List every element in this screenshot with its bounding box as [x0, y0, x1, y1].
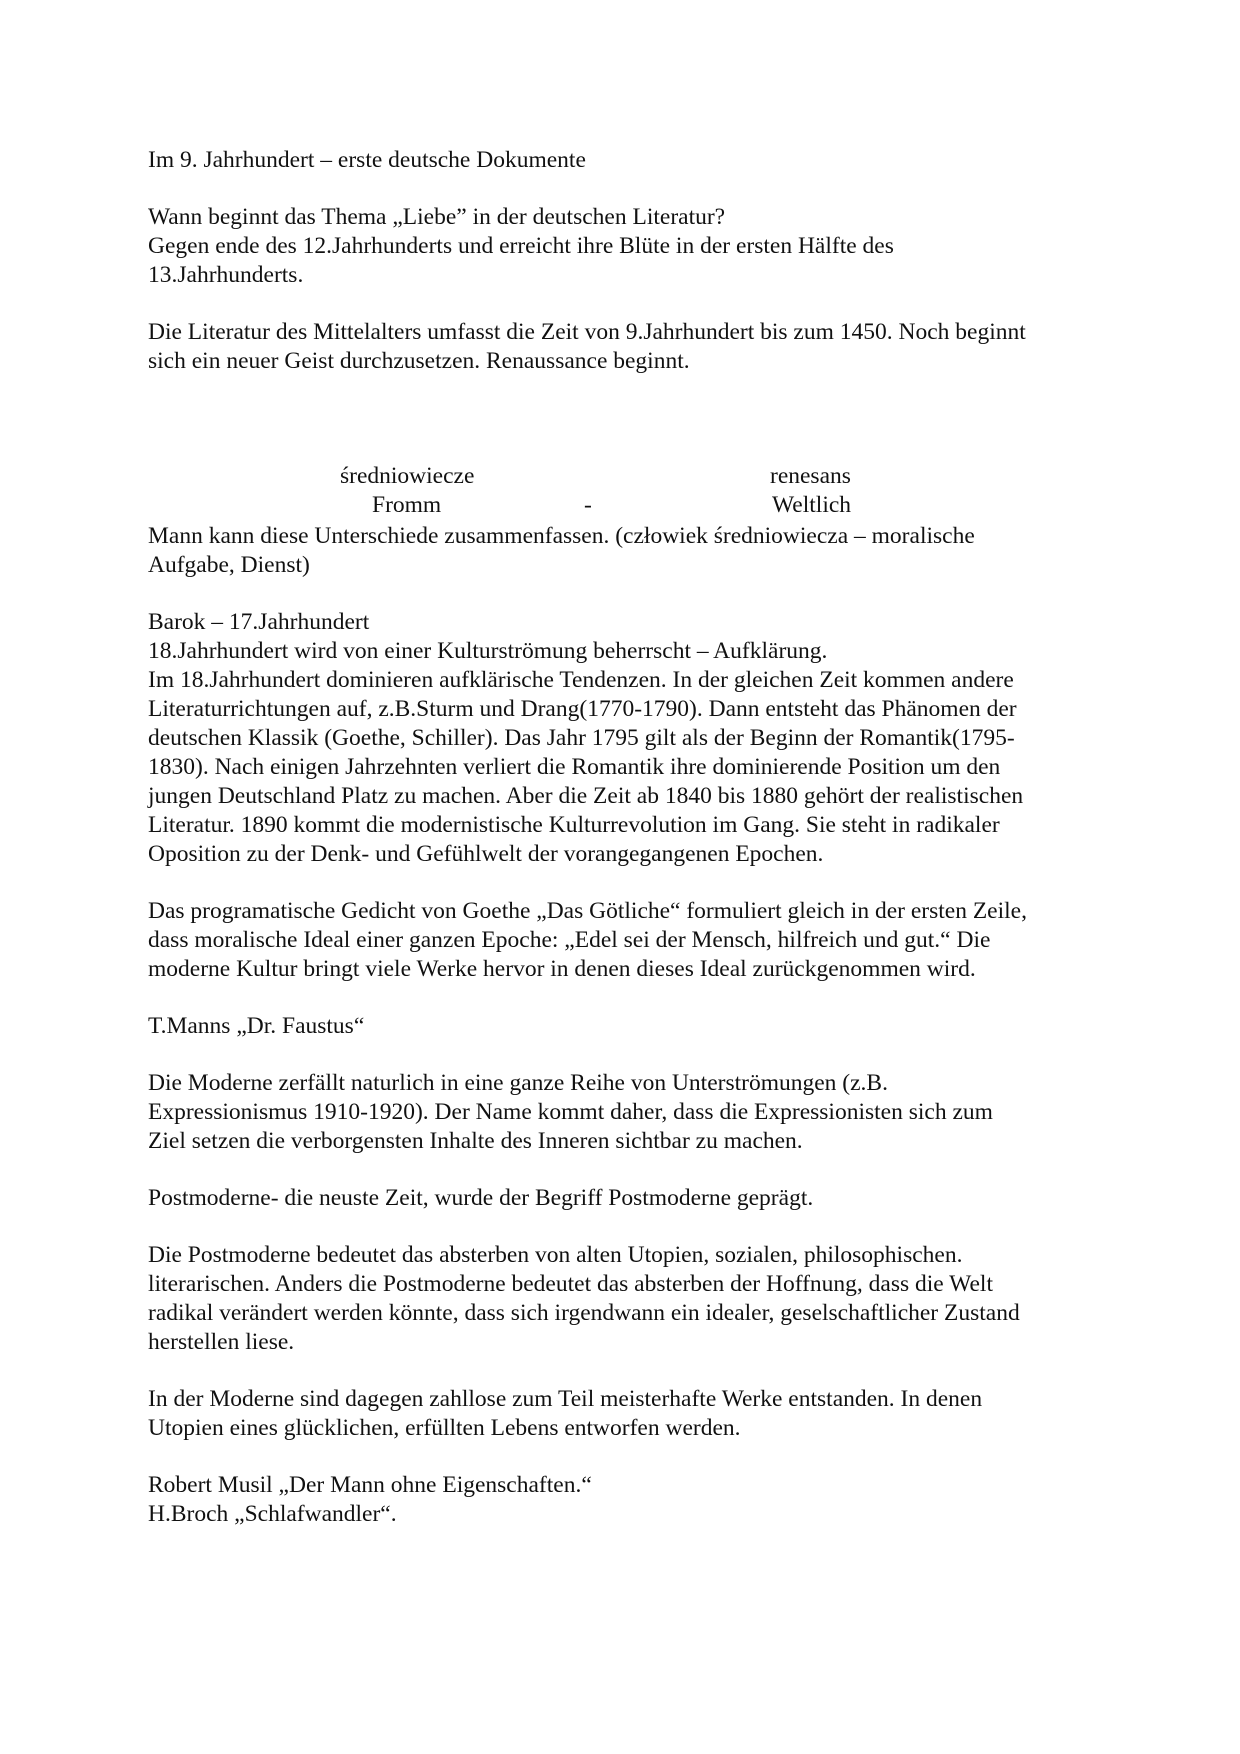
- goethe-paragraph: Das programatische Gedicht von Goethe „Das Götliche“ formuliert gleich in der ersten Zeile, dass moralische Ideal einer ganzen Epoche: „Edel sei der Mensch, hilfreich und gut.“ Die moderne Kultur bringt viele Werke hervor in denen dieses Ideal zurückgenommen wird.: [148, 898, 1027, 982]
- postmoderne-line: Postmoderne- die neuste Zeit, wurde der Begriff Postmoderne geprägt.: [148, 1185, 814, 1211]
- liebe-question: Wann beginnt das Thema „Liebe” in der deutschen Literatur?: [148, 204, 726, 230]
- liebe-paragraph: [148, 203, 1098, 290]
- mittelalter-paragraph: Die Literatur des Mittelalters umfasst die Zeit von 9.Jahrhundert bis zum 1450. Noch beginnt sich ein neuer Geist durchzusetzen. Renaussance beginnt.: [148, 319, 1026, 374]
- moderne-paragraph: Die Moderne zerfällt naturlich in eine ganze Reihe von Unterströmungen (z.B. Expressionismus 1910-1920). Der Name kommt daher, dass die Expressionisten sich zum Ziel setzen die verborgensten Inhalte des Inneren sichtbar zu machen.: [148, 1070, 993, 1154]
- unterschiede-paragraph: Mann kann diese Unterschiede zusammenfassen. (człowiek średniowiecza – moralische Aufgabe, Dienst): [148, 523, 975, 578]
- comparison-right-bottom: Weltlich: [772, 492, 852, 518]
- liebe-answer-line: Gegen ende des 12.Jahrhunderts und erreicht ihre Blüte in der ersten Hälfte des: [148, 233, 894, 259]
- liebe-answer-line: 13.Jahrhunderts.: [148, 262, 304, 288]
- document-body: [148, 146, 1098, 1529]
- epoch-comparison: [148, 462, 1098, 522]
- heading-line: Im 9. Jahrhundert – erste deutsche Dokumente: [148, 147, 586, 173]
- comparison-right-top: renesans: [770, 463, 851, 489]
- epochen-paragraph: Barok – 17.Jahrhundert 18.Jahrhundert wird von einer Kulturströmung beherrscht – Aufklärung. Im 18.Jahrhundert dominieren aufklärische Tendenzen. In der gleichen Zeit kommen andere Literaturrichtungen auf, z.B.Sturm und Drang(1770-1790). Dann entsteht das Phänomen der deutschen Klassik (Goethe, Schiller). Das Jahr 1795 gilt als der Beginn der Romantik(1795- 1830). Nach einigen Jahrzehnten verliert die Romantik ihre dominierende Position um den jungen Deutschland Platz zu machen. Aber die Zeit ab 1840 bis 1880 gehört der realistischen Literatur. 1890 kommt die modernistische Kulturrevolution im Gang. Sie steht in radikaler Oposition zu der Denk- und Gefühlwelt der vorangegangenen Epochen.: [148, 609, 1024, 867]
- autoren-paragraph: Robert Musil „Der Mann ohne Eigenschaften.“ H.Broch „Schlafwandler“.: [148, 1472, 592, 1527]
- comparison-left-top: średniowiecze: [340, 463, 475, 489]
- werke-paragraph: In der Moderne sind dagegen zahllose zum Teil meisterhafte Werke entstanden. In denen Utopien eines glücklichen, erfüllten Lebens entworfen werden.: [148, 1386, 983, 1441]
- mann-line: T.Manns „Dr. Faustus“: [148, 1013, 365, 1039]
- comparison-dash: -: [584, 492, 592, 518]
- comparison-left-bottom: Fromm: [372, 492, 442, 518]
- postmoderne-paragraph: Die Postmoderne bedeutet das absterben von alten Utopien, sozialen, philosophischen. literarischen. Anders die Postmoderne bedeutet das absterben der Hoffnung, dass die Welt radikal verändert werden könnte, dass sich irgendwann ein idealer, geselschaftlicher Zustand herstellen liese.: [148, 1242, 1020, 1355]
